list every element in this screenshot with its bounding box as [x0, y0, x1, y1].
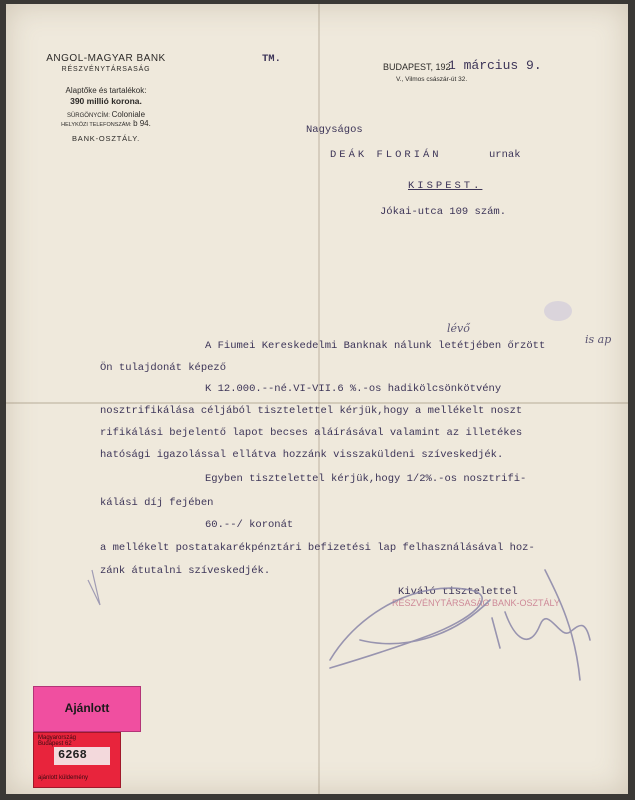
bank-stamp: RÉSZVÉNYTÁRSASÁG BANK-OSZTÁLY [392, 598, 560, 608]
reference-code: TM. [262, 53, 281, 65]
phone-value: b 94. [133, 119, 151, 128]
body-line: zánk átutalni szíveskedjék. [100, 565, 271, 577]
registered-label [33, 686, 141, 732]
signature-name [492, 612, 590, 648]
telegram-value: Coloniale [111, 110, 146, 119]
addressee-title: urnak [489, 149, 521, 161]
phone-label: HELYKÖZI TELEFONSZÁM: [61, 122, 132, 128]
telegram-label: SÜRGÖNYCÍM: [66, 113, 110, 119]
handwritten-margin-note: lévő [447, 322, 470, 335]
capital-value: 390 millió korona. [70, 96, 142, 106]
body-line: Egyben tisztelettel kérjük,hogy 1/2%.-os nosztrifi- [205, 473, 527, 485]
body-line: 60.--/ koronát [205, 519, 294, 531]
closing: Kiváló tisztelettel [398, 586, 518, 598]
post-office-name: Magyarország [38, 735, 77, 741]
company-type: RÉSZVÉNYTÁRSASÁG [61, 66, 151, 73]
body-line: kálási díj fejében [100, 497, 214, 509]
body-line: a mellékelt postatakarékpénztári befizetési lap felhasználásával hoz- [100, 542, 535, 554]
addressee-town: KISPEST. [408, 180, 483, 192]
body-line: A Fiumei Kereskedelmi Banknak nálunk letétjében őrzött [205, 340, 546, 352]
receipt-number: 6268 [58, 748, 87, 762]
body-line: Ön tulajdonát képező [100, 362, 227, 374]
handwritten-right-note: is ap [585, 333, 612, 346]
bank-name: ANGOL-MAGYAR BANK [46, 53, 166, 64]
receipt-footer: ajánlott küldemény [38, 775, 89, 781]
body-line: nosztrifikálása céljából tisztelettel kérjük,hogy a mellékelt noszt [100, 405, 523, 417]
capital-label: Alaptőke és tartalékok: [65, 86, 147, 95]
body-line: K 12.000.--né.VI-VII.6 %.-os hadikölcsönkötvény [205, 383, 502, 395]
body-line: hatósági igazolással ellátva hozzánk visszaküldeni szíveskedjék. [100, 449, 504, 461]
salutation: Nagyságos [306, 124, 363, 136]
department: BANK-OSZTÁLY. [71, 134, 141, 143]
margin-tick-mark [88, 570, 100, 605]
signature-tail [545, 570, 580, 680]
body-line: rifikálási bejelentő lapot becses aláírásával valamint az illetékes [100, 427, 523, 439]
addressee-name: DEÁK FLORIÁN [330, 149, 442, 161]
typed-date: 1 március 9. [448, 58, 542, 73]
signature-loop [330, 588, 482, 668]
post-office-name-2: Budapest 62 [38, 741, 72, 747]
bank-street: V., Vilmos császár-út 32. [396, 76, 468, 83]
registered-label-text: Ajánlott [64, 701, 110, 715]
ink-smudge [544, 301, 572, 321]
receipt-label [33, 732, 121, 788]
city-prefix: BUDAPEST, 192 [383, 62, 451, 72]
addressee-street: Jókai-utca 109 szám. [380, 206, 507, 218]
